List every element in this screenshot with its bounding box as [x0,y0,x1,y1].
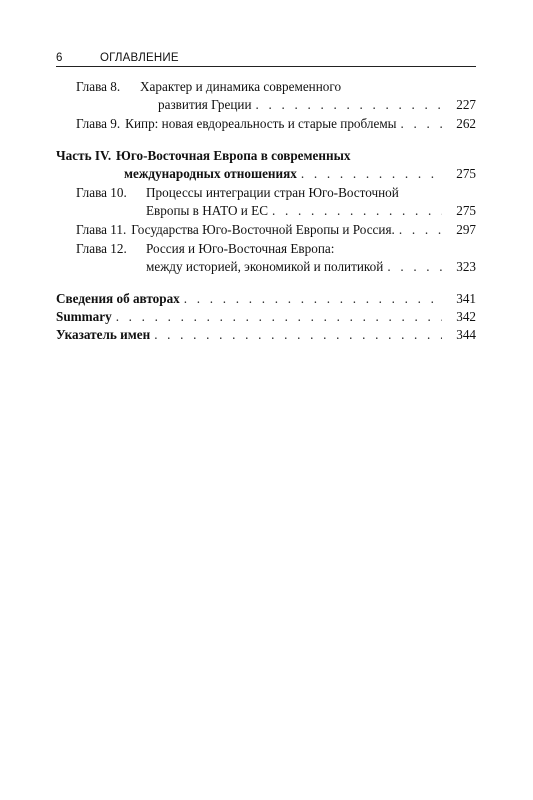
toc-entry-index[interactable] [56,326,476,344]
toc-part4-title-line1: Юго-Восточная Европа в современных [116,148,351,163]
toc-ch10-label: Глава 10. [76,185,127,200]
toc-ch11-page: 297 [456,222,476,237]
toc-entry-ch11[interactable] [56,221,476,239]
toc-entry-ch8-line1 [56,78,476,96]
dot-leader [399,221,442,239]
dot-leader [387,258,442,276]
dot-leader [184,290,442,308]
toc-index-page: 344 [456,327,476,342]
toc-index-title: Указатель имен [56,327,151,342]
page-number: 6 [56,52,63,64]
toc-entry-authors[interactable] [56,290,476,308]
running-head [56,52,476,66]
toc-entry-summary[interactable] [56,308,476,326]
dot-leader [116,308,442,326]
toc-ch8-title-line2: развития Греции [158,97,252,112]
running-head-title: ОГЛАВЛЕНИЕ [100,52,179,64]
toc-summary-page: 342 [456,309,476,324]
toc-ch11-title: Государства Юго-Восточной Европы и Россия. [131,222,395,237]
toc-entry-ch12-line1 [56,240,476,258]
toc-ch11-label: Глава 11. [76,222,127,237]
toc-ch9-label: Глава 9. [76,116,121,131]
toc-ch12-title-line1: Россия и Юго-Восточная Европа: [146,241,335,256]
toc-part4-label: Часть IV. [56,148,112,163]
toc-entry-ch10[interactable] [56,202,476,220]
dot-leader [272,202,442,220]
dot-leader [154,326,442,344]
toc-part4-title-line2: международных отношениях [124,166,297,181]
toc-entry-ch10-line1 [56,184,476,202]
toc-authors-page: 341 [456,291,476,306]
toc-entry-part4[interactable] [56,165,476,183]
dot-leader [256,96,442,114]
toc-entry-part4-line1 [56,147,476,165]
header-rule [56,66,476,67]
toc-ch12-label: Глава 12. [76,241,127,256]
toc-entry-ch12[interactable] [56,258,476,276]
toc-ch10-title-line1: Процессы интеграции стран Юго-Восточной [146,185,399,200]
toc-ch10-title-line2: Европы в НАТО и ЕС [146,203,269,218]
toc-ch8-page: 227 [456,97,476,112]
toc-part4-page: 275 [456,166,476,181]
toc-ch8-title-line1: Характер и динамика современного [140,79,342,94]
toc-ch10-page: 275 [456,203,476,218]
toc-ch12-page: 323 [456,259,476,274]
dot-leader [401,115,442,133]
toc-ch9-title: Кипр: новая евдореальность и старые проблемы [125,116,397,131]
toc-entry-ch8[interactable] [56,96,476,114]
toc-summary-title: Summary [56,309,112,324]
toc-entry-ch9[interactable] [56,115,476,133]
toc-ch8-label: Глава 8. [76,79,121,94]
dot-leader [301,165,442,183]
toc-authors-title: Сведения об авторах [56,291,180,306]
toc-ch12-title-line2: между историей, экономикой и политикой [146,259,384,274]
toc-ch9-page: 262 [456,116,476,131]
